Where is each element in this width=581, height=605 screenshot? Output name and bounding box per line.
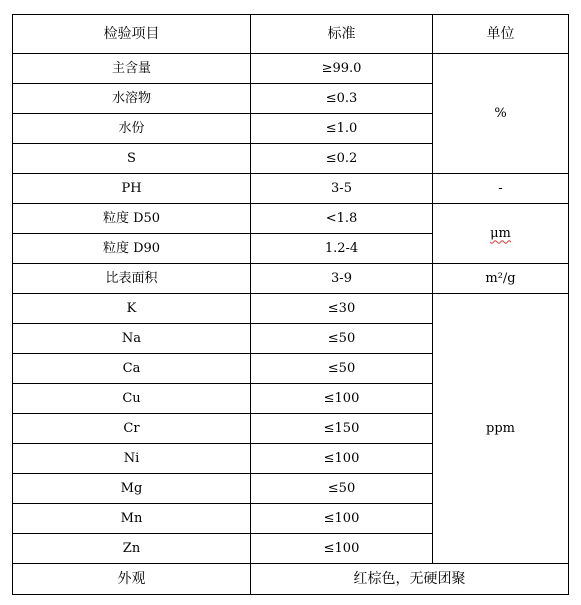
item-cell: 主含量 bbox=[13, 54, 251, 84]
standard-cell: ≤0.3 bbox=[251, 84, 433, 114]
header-unit: 单位 bbox=[433, 15, 569, 54]
item-cell: S bbox=[13, 144, 251, 174]
unit-cell-percent: % bbox=[433, 54, 569, 174]
item-cell: 水份 bbox=[13, 114, 251, 144]
header-row bbox=[13, 15, 569, 54]
item-cell: Ni bbox=[13, 444, 251, 474]
standard-cell: ≤100 bbox=[251, 444, 433, 474]
item-cell: 粒度 D50 bbox=[13, 204, 251, 234]
appearance-row bbox=[13, 564, 569, 595]
table-row bbox=[13, 174, 569, 204]
specification-table bbox=[12, 14, 569, 595]
appearance-item-cell: 外观 bbox=[13, 564, 251, 595]
standard-cell: 3-9 bbox=[251, 264, 433, 294]
unit-cell-surface-area: m²/g bbox=[433, 264, 569, 294]
table-row bbox=[13, 294, 569, 324]
standard-cell: ≤0.2 bbox=[251, 144, 433, 174]
standard-cell: ≤1.0 bbox=[251, 114, 433, 144]
unit-cell-trace: ppm bbox=[433, 294, 569, 564]
standard-cell: ≤50 bbox=[251, 474, 433, 504]
item-cell: Mg bbox=[13, 474, 251, 504]
unit-cell-ph: - bbox=[433, 174, 569, 204]
unit-cell-particle bbox=[433, 204, 569, 264]
item-cell: Cu bbox=[13, 384, 251, 414]
standard-cell: ≤30 bbox=[251, 294, 433, 324]
item-cell: 水溶物 bbox=[13, 84, 251, 114]
item-cell: Zn bbox=[13, 534, 251, 564]
item-cell: Ca bbox=[13, 354, 251, 384]
standard-cell: ≤100 bbox=[251, 534, 433, 564]
table-row bbox=[13, 264, 569, 294]
standard-cell: ≤50 bbox=[251, 354, 433, 384]
item-cell: 粒度 D90 bbox=[13, 234, 251, 264]
unit-particle-text: μm bbox=[490, 225, 511, 241]
item-cell: K bbox=[13, 294, 251, 324]
item-cell: 比表面积 bbox=[13, 264, 251, 294]
header-item: 检验项目 bbox=[13, 15, 251, 54]
table-row bbox=[13, 204, 569, 234]
standard-cell: ≤150 bbox=[251, 414, 433, 444]
item-cell: PH bbox=[13, 174, 251, 204]
table-row bbox=[13, 54, 569, 84]
standard-cell: ≤100 bbox=[251, 504, 433, 534]
item-cell: Na bbox=[13, 324, 251, 354]
standard-cell: ≥99.0 bbox=[251, 54, 433, 84]
standard-cell: 1.2-4 bbox=[251, 234, 433, 264]
item-cell: Cr bbox=[13, 414, 251, 444]
appearance-standard-cell: 红棕色，无硬团聚 bbox=[251, 564, 569, 595]
item-cell: Mn bbox=[13, 504, 251, 534]
standard-cell: <1.8 bbox=[251, 204, 433, 234]
header-standard: 标准 bbox=[251, 15, 433, 54]
standard-cell: 3-5 bbox=[251, 174, 433, 204]
standard-cell: ≤100 bbox=[251, 384, 433, 414]
standard-cell: ≤50 bbox=[251, 324, 433, 354]
